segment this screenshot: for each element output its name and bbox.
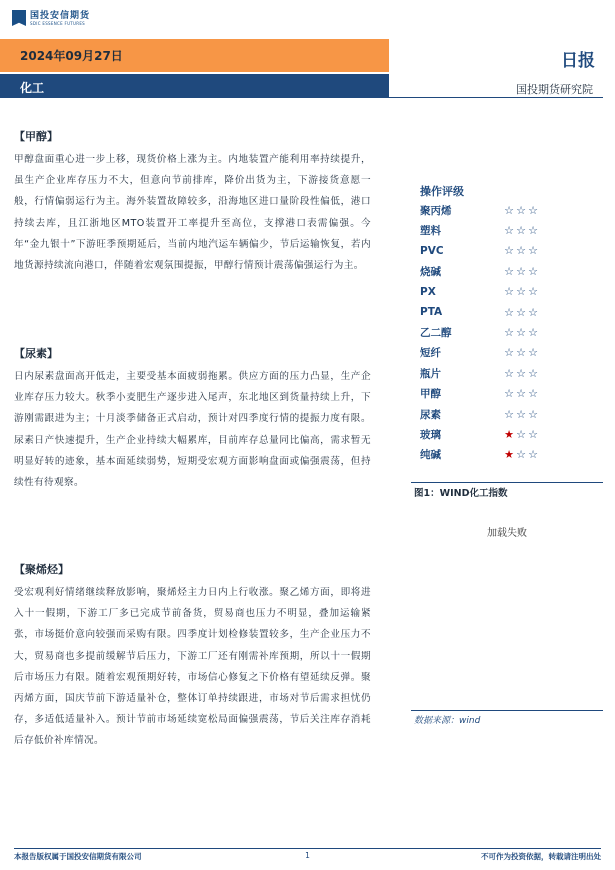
rating-row xyxy=(420,445,539,465)
rating-product-name: 乙二醇 xyxy=(420,327,452,340)
star-outline-icon: ☆ xyxy=(528,346,538,360)
source-divider xyxy=(411,710,603,711)
section-text-urea: 日内尿素盘面高开低走，主要受基本面疲弱拖累。供应方面的压力凸显，生产企业库存压力较大。秋季小麦肥生产逐步进入尾声，东北地区到货量持续上升，下游刚需跟进为主；十月淡季储备正式启动，预计对四季度行情的提振力度有限。尿素日产快速提升，生产企业持续大幅累库，目前库存总量同比偏高，需求暂无明显好转的迹象，基本面延续弱势，短期受宏观方面影响盘面或偏强震荡，但持续性有待观察。 xyxy=(14,371,371,489)
star-outline-icon: ☆ xyxy=(516,326,526,340)
rating-stars xyxy=(503,408,539,421)
figure-placeholder xyxy=(411,500,603,706)
rating-title: 操作评级 xyxy=(420,185,464,198)
institute-name: 国投期货研究院 xyxy=(516,83,593,96)
star-outline-icon: ☆ xyxy=(504,346,514,360)
rating-product-name: 瓶片 xyxy=(420,367,441,380)
rating-stars xyxy=(503,244,539,257)
star-outline-icon: ☆ xyxy=(504,407,514,421)
star-outline-icon: ☆ xyxy=(528,448,538,462)
rating-stars xyxy=(503,428,539,441)
figure-caption: 图1：WIND化工指数 xyxy=(414,488,508,499)
star-outline-icon: ☆ xyxy=(504,244,514,258)
star-outline-icon: ☆ xyxy=(528,305,538,319)
figure-load-failed-text: 加载失败 xyxy=(487,528,527,539)
rating-row xyxy=(420,282,539,302)
rating-product-name: PVC xyxy=(420,244,444,257)
rating-row xyxy=(420,261,539,281)
rating-product-name: 烧碱 xyxy=(420,265,441,278)
star-outline-icon: ☆ xyxy=(528,203,538,217)
star-outline-icon: ☆ xyxy=(504,305,514,319)
footer-divider xyxy=(14,848,601,849)
star-outline-icon: ☆ xyxy=(516,264,526,278)
star-outline-icon: ☆ xyxy=(528,244,538,258)
rating-stars xyxy=(503,387,539,400)
report-date: 2024年09月27日 xyxy=(20,49,123,63)
rating-stars xyxy=(503,326,539,339)
company-logo xyxy=(12,10,90,26)
star-outline-icon: ☆ xyxy=(528,366,538,380)
star-outline-icon: ☆ xyxy=(504,387,514,401)
rating-stars xyxy=(503,306,539,319)
rating-product-name: 短纤 xyxy=(420,347,441,360)
star-outline-icon: ☆ xyxy=(516,244,526,258)
footer-page-number: 1 xyxy=(305,851,310,860)
section-text-polyolefin: 受宏观利好情绪继续释放影响，聚烯烃主力日内上行收涨。聚乙烯方面，即将进入十一假期，下游工厂多已完成节前备货，贸易商也压力不明显，叠加运输紧张，市场挺价意向较强而采购有限。四季度计划检修装置较多，生产企业压力不大，贸易商也多提前缓解节后压力，下游工厂还有刚需补库预期，所以十一假期后市场压力有限。随着宏观预期好转，市场信心修复之下价格有望延续反弹。聚丙烯方面，国庆节前下游适量补仓，整体订单持续跟进，市场对节后需求担忧仍存，多适低适量补入。预计节前市场延续宽松局面偏强震荡，节后关注库存消耗后存低价补库情况。 xyxy=(14,587,371,747)
section-title-methanol: 【甲醇】 xyxy=(14,130,58,143)
star-outline-icon: ☆ xyxy=(504,203,514,217)
star-outline-icon: ☆ xyxy=(516,407,526,421)
footer-disclaimer: 不可作为投资依据，转载请注明出处 xyxy=(481,852,601,861)
star-filled-icon: ★ xyxy=(504,427,514,441)
rating-list xyxy=(420,200,539,465)
rating-product-name: 塑料 xyxy=(420,225,441,238)
star-outline-icon: ☆ xyxy=(528,224,538,238)
rating-product-name: 聚丙烯 xyxy=(420,204,452,217)
rating-row xyxy=(420,241,539,261)
star-outline-icon: ☆ xyxy=(504,285,514,299)
star-outline-icon: ☆ xyxy=(528,264,538,278)
star-outline-icon: ☆ xyxy=(516,387,526,401)
logo-chinese-name: 国投安信期货 xyxy=(30,10,91,21)
rating-row xyxy=(420,424,539,444)
star-outline-icon: ☆ xyxy=(504,264,514,278)
rating-product-name: PX xyxy=(420,285,436,298)
figure-divider xyxy=(411,482,603,483)
rating-row xyxy=(420,302,539,322)
section-title-polyolefin: 【聚烯烃】 xyxy=(14,563,69,576)
star-outline-icon: ☆ xyxy=(528,407,538,421)
rating-stars xyxy=(503,346,539,359)
rating-stars xyxy=(503,285,539,298)
rating-row xyxy=(420,384,539,404)
rating-row xyxy=(420,404,539,424)
star-outline-icon: ☆ xyxy=(516,224,526,238)
rating-product-name: 甲醇 xyxy=(420,388,441,401)
star-filled-icon: ★ xyxy=(504,448,514,462)
rating-row xyxy=(420,363,539,383)
figure-source: 数据来源：wind xyxy=(414,716,481,726)
section-title-urea: 【尿素】 xyxy=(14,347,58,360)
header-navy-band xyxy=(0,74,389,98)
rating-product-name: 纯碱 xyxy=(420,449,441,462)
star-outline-icon: ☆ xyxy=(528,387,538,401)
report-type-title: 日报 xyxy=(561,51,595,71)
rating-stars xyxy=(503,265,539,278)
footer-copyright: 本报告版权属于国投安信期货有限公司 xyxy=(14,852,142,861)
rating-row xyxy=(420,200,539,220)
report-sector: 化工 xyxy=(20,81,45,95)
star-outline-icon: ☆ xyxy=(516,346,526,360)
rating-row xyxy=(420,322,539,342)
star-outline-icon: ☆ xyxy=(516,285,526,299)
star-outline-icon: ☆ xyxy=(516,427,526,441)
rating-stars xyxy=(503,204,539,217)
logo-shield-icon xyxy=(12,10,26,26)
section-text-methanol: 甲醇盘面重心进一步上移，现货价格上涨为主。内地装置产能利用率持续提升，虽生产企业库存压力不大，但意向节前排库，降价出货为主，下游接货意愿一般，行情偏弱运行为主。海外装置故障较多，沿海地区进口量阶段性偏低，港口持续去库，且江浙地区MTO装置开工率提升至高位，支撑港口表需偏强。今年“金九银十”下游旺季预期延后，当前内地汽运车辆偏少，节后运输恢复，若内地货源持续流向港口，伴随着宏观氛围提振，甲醇行情预计震荡偏强运行为主。 xyxy=(14,154,371,272)
rating-row xyxy=(420,220,539,240)
star-outline-icon: ☆ xyxy=(516,366,526,380)
rating-stars xyxy=(503,224,539,237)
rating-product-name: 尿素 xyxy=(420,408,441,421)
header-divider xyxy=(389,97,603,98)
star-outline-icon: ☆ xyxy=(504,326,514,340)
star-outline-icon: ☆ xyxy=(516,203,526,217)
star-outline-icon: ☆ xyxy=(504,224,514,238)
star-outline-icon: ☆ xyxy=(516,305,526,319)
rating-stars xyxy=(503,448,539,461)
star-outline-icon: ☆ xyxy=(528,326,538,340)
star-outline-icon: ☆ xyxy=(528,427,538,441)
rating-stars xyxy=(503,367,539,380)
rating-row xyxy=(420,343,539,363)
rating-product-name: PTA xyxy=(420,306,443,319)
rating-product-name: 玻璃 xyxy=(420,428,441,441)
star-outline-icon: ☆ xyxy=(528,285,538,299)
star-outline-icon: ☆ xyxy=(516,448,526,462)
logo-english-name: SDIC ESSENCE FUTURES xyxy=(30,20,86,26)
star-outline-icon: ☆ xyxy=(504,366,514,380)
